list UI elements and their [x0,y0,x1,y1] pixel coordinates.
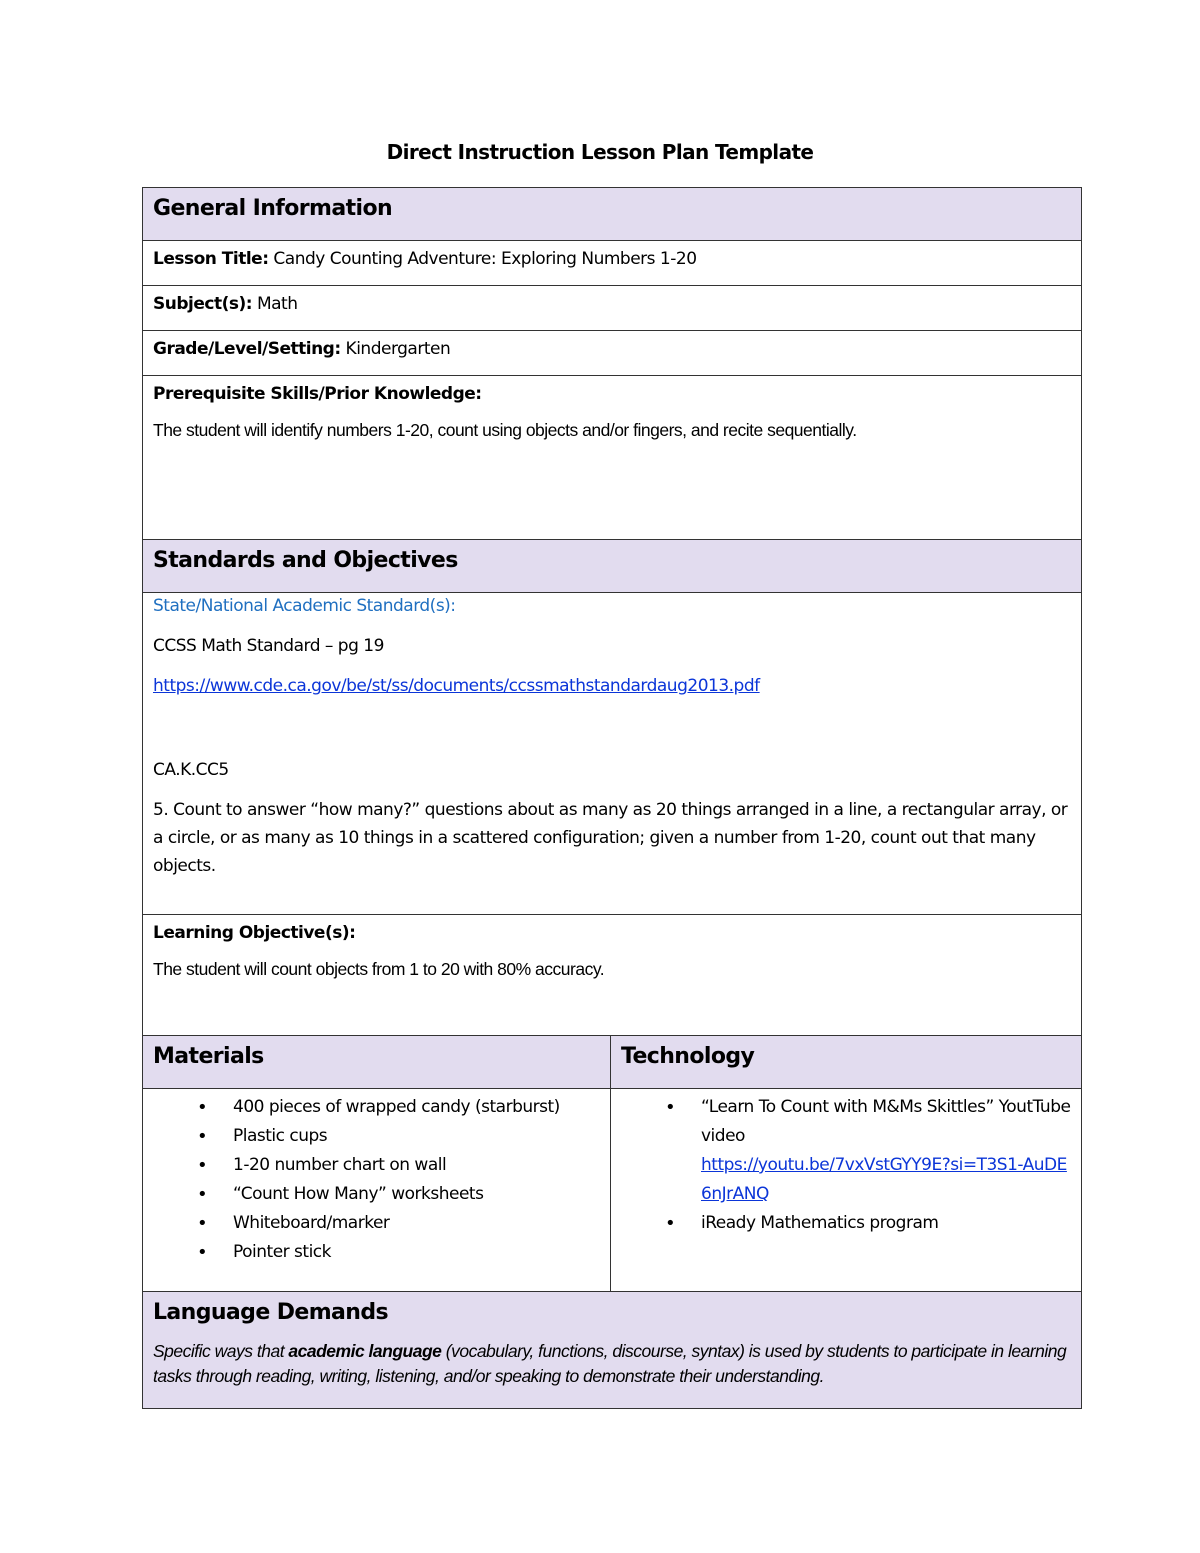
prereq-row [143,376,1082,540]
technology-header [611,1036,1082,1089]
grade-value: Kindergarten [340,339,451,359]
list-item: • Plastic cups [233,1122,600,1151]
standards-heading: Standards and Objectives [153,548,458,573]
list-item: • 400 pieces of wrapped candy (starburst) [233,1093,600,1122]
language-text-bold: academic language [288,1341,442,1361]
lesson-plan-table [142,187,1082,1409]
objective-row [143,915,1082,1036]
subject-label: Subject(s): [153,294,253,314]
technology-heading: Technology [621,1044,755,1069]
language-text [153,1339,1071,1389]
grade-cell [143,331,1082,376]
list-item: • iReady Mathematics program [701,1209,1071,1238]
list-item: • Pointer stick [233,1238,600,1267]
language-text-after: (vocabulary, functions, discourse, syntax) is used by students to participate in learning tasks through reading, writing, listening, and/or speaking to demonstrate their understanding. [153,1341,1067,1386]
technology-cell [611,1089,1082,1292]
general-info-header [143,188,1082,241]
materials-heading: Materials [153,1044,264,1069]
general-info-heading: General Information [153,196,393,221]
standards-cell [143,593,1082,915]
state-standard-label: State/National Academic Standard(s): [153,596,456,616]
document-title: Direct Instruction Lesson Plan Template [386,140,814,164]
objective-cell [143,915,1082,1036]
language-heading: Language Demands [153,1300,388,1325]
ccss-standard-link[interactable]: https://www.cde.ca.gov/be/st/ss/documents/ccssmathstandardaug2013.pdf [153,676,760,696]
standards-header [143,540,1082,593]
grade-label: Grade/Level/Setting: [153,339,341,359]
list-item [701,1093,1071,1209]
subject-value: Math [252,294,298,314]
standards-header-row [143,540,1082,593]
subject-row [143,286,1082,331]
language-text-before: Specific ways that [153,1341,289,1361]
lesson-title-label: Lesson Title: [153,249,269,269]
prereq-text: The student will identify numbers 1-20, count using objects and/or fingers, and recite sequentially. [153,420,857,440]
materials-tech-header-row [143,1036,1082,1089]
materials-header [143,1036,611,1089]
list-item: • 1-20 number chart on wall [233,1151,600,1180]
prereq-cell [143,376,1082,540]
objective-text: The student will count objects from 1 to 20 with 80% accuracy. [153,959,605,979]
general-info-header-row [143,188,1082,241]
youtube-video-link[interactable]: https://youtu.be/7vxVstGYY9E?si=T3S1-AuDE6nJrANQ [701,1155,1067,1204]
lesson-title-row [143,241,1082,286]
standard-text: 5. Count to answer “how many?” questions about as many as 20 things arranged in a line, a rectangular array, or a circle, or as many as 10 things in a scattered configuration; given a number from 1-20, count out that many objects. [153,800,1068,876]
language-row [143,1292,1082,1409]
standards-row [143,593,1082,915]
lesson-title-cell [143,241,1082,286]
prereq-label: Prerequisite Skills/Prior Knowledge: [153,384,482,404]
grade-row [143,331,1082,376]
ccss-line: CCSS Math Standard – pg 19 [153,636,384,656]
lesson-title-value: Candy Counting Adventure: Exploring Numbers 1-20 [268,249,697,269]
materials-list [153,1093,600,1267]
materials-tech-row [143,1089,1082,1292]
technology-list [621,1093,1071,1238]
subject-cell [143,286,1082,331]
materials-cell [143,1089,611,1292]
list-item: • Whiteboard/marker [233,1209,600,1238]
youtube-video-text: “Learn To Count with M&Ms Skittles” YoutTube video [701,1097,1071,1146]
standard-code: CA.K.CC5 [153,760,229,780]
language-cell [143,1292,1082,1409]
list-item: • “Count How Many” worksheets [233,1180,600,1209]
objective-label: Learning Objective(s): [153,923,356,943]
